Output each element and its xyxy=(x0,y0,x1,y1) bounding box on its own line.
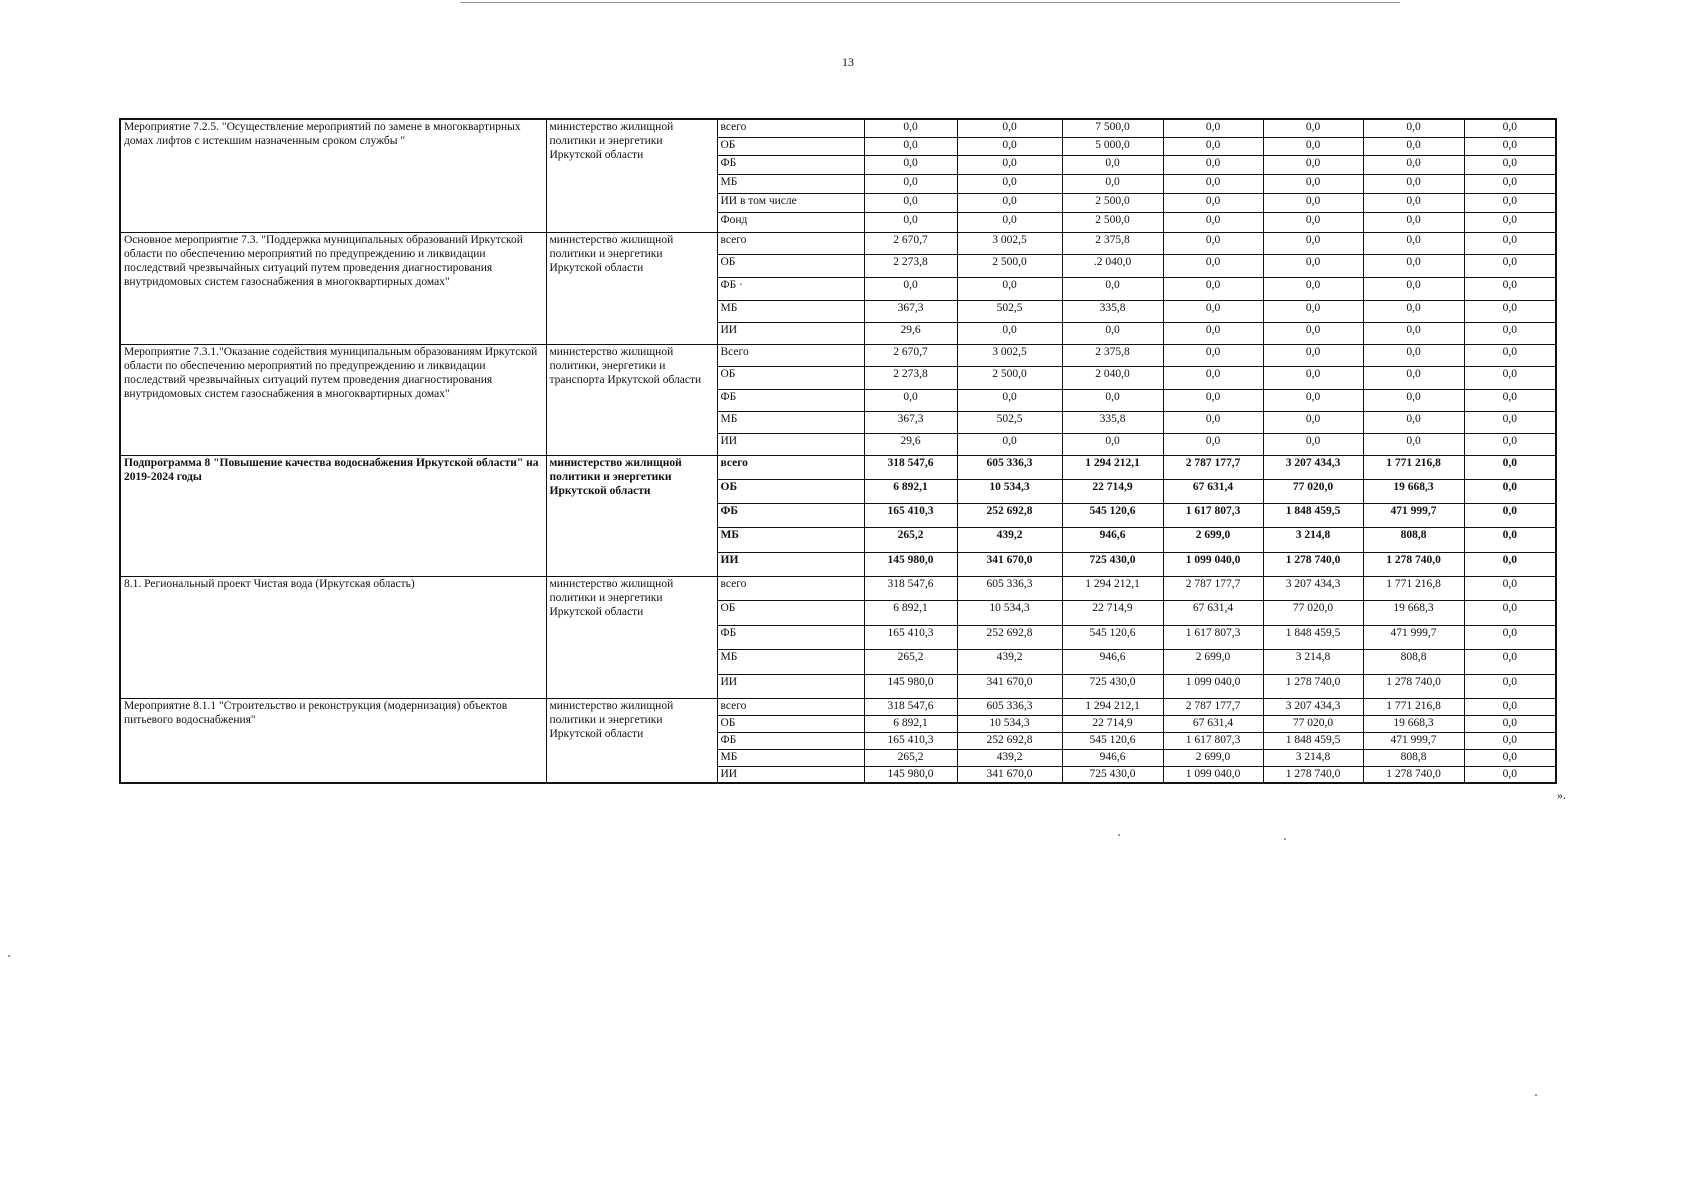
amount-cell: 0,0 xyxy=(1464,715,1556,732)
scan-speck xyxy=(8,955,10,957)
amount-cell: 145 980,0 xyxy=(864,766,957,783)
amount-cell: 0,0 xyxy=(1163,193,1263,212)
activity-name-cell: Подпрограмма 8 "Повышение качества водоснабжения Иркутской области" на 2019-2024 годы xyxy=(120,455,546,576)
amount-cell: 0,0 xyxy=(1464,212,1556,232)
amount-cell: 0,0 xyxy=(1464,411,1556,433)
amount-cell: 341 670,0 xyxy=(957,552,1062,576)
amount-cell: 0,0 xyxy=(1062,174,1163,193)
activity-name-cell: Мероприятие 7.3.1."Оказание содействия муниципальным образованиям Иркутской области по обеспечению мероприятий по предупреждению и ликвидации последствий чрезвычайных ситуаций путем проведения диагностирования внутридомовых систем газоснабжения в многоквартирных домах" xyxy=(120,344,546,455)
amount-cell: 0,0 xyxy=(1464,576,1556,600)
amount-cell: 0,0 xyxy=(1163,174,1263,193)
amount-cell: 22 714,9 xyxy=(1062,715,1163,732)
amount-cell: 10 534,3 xyxy=(957,479,1062,503)
executor-cell: министерство жилищной политики и энергетики Иркутской области xyxy=(546,119,717,232)
amount-cell: 545 120,6 xyxy=(1062,625,1163,649)
amount-cell: 946,6 xyxy=(1062,649,1163,674)
amount-cell: 252 692,8 xyxy=(957,503,1062,527)
amount-cell: 0,0 xyxy=(1363,232,1464,254)
amount-cell: 2 699,0 xyxy=(1163,749,1263,766)
funding-source-cell: Фонд xyxy=(717,212,864,232)
funding-source-cell: ИИ xyxy=(717,433,864,455)
amount-cell: 265,2 xyxy=(864,649,957,674)
amount-cell: 67 631,4 xyxy=(1163,715,1263,732)
amount-cell: 67 631,4 xyxy=(1163,479,1263,503)
amount-cell: 3 207 434,3 xyxy=(1263,698,1363,715)
amount-cell: 0,0 xyxy=(1363,119,1464,137)
amount-cell: 1 294 212,1 xyxy=(1062,455,1163,479)
amount-cell: 0,0 xyxy=(864,277,957,300)
amount-cell: 19 668,3 xyxy=(1363,479,1464,503)
amount-cell: 0,0 xyxy=(957,389,1062,411)
amount-cell: 0,0 xyxy=(1464,625,1556,649)
amount-cell: 0,0 xyxy=(1464,389,1556,411)
amount-cell: 605 336,3 xyxy=(957,455,1062,479)
amount-cell: 252 692,8 xyxy=(957,732,1062,749)
amount-cell: 0,0 xyxy=(1363,193,1464,212)
amount-cell: 0,0 xyxy=(1464,137,1556,155)
amount-cell: 1 099 040,0 xyxy=(1163,674,1263,698)
amount-cell: 439,2 xyxy=(957,649,1062,674)
amount-cell: 0,0 xyxy=(957,322,1062,344)
amount-cell: 0,0 xyxy=(1062,322,1163,344)
amount-cell: 0,0 xyxy=(1263,389,1363,411)
amount-cell: 0,0 xyxy=(864,389,957,411)
funding-source-cell: МБ xyxy=(717,749,864,766)
amount-cell: 29,6 xyxy=(864,433,957,455)
amount-cell: .2 040,0 xyxy=(1062,254,1163,277)
amount-cell: 0,0 xyxy=(1163,366,1263,389)
amount-cell: 471 999,7 xyxy=(1363,625,1464,649)
amount-cell: 0,0 xyxy=(1163,433,1263,455)
funding-source-cell: ОБ xyxy=(717,715,864,732)
funding-source-cell: ИИ в том числе xyxy=(717,193,864,212)
amount-cell: 1 848 459,5 xyxy=(1263,732,1363,749)
funding-source-cell: ФБ xyxy=(717,389,864,411)
amount-cell: 0,0 xyxy=(1263,277,1363,300)
amount-cell: 0,0 xyxy=(1163,137,1263,155)
funding-source-cell: ФБ xyxy=(717,625,864,649)
amount-cell: 1 278 740,0 xyxy=(1363,552,1464,576)
amount-cell: 318 547,6 xyxy=(864,455,957,479)
amount-cell: 0,0 xyxy=(1464,254,1556,277)
amount-cell: 0,0 xyxy=(1163,344,1263,366)
amount-cell: 0,0 xyxy=(1263,212,1363,232)
amount-cell: 1 617 807,3 xyxy=(1163,732,1263,749)
amount-cell: 318 547,6 xyxy=(864,698,957,715)
amount-cell: 605 336,3 xyxy=(957,576,1062,600)
amount-cell: 0,0 xyxy=(1163,300,1263,322)
funding-source-cell: МБ xyxy=(717,649,864,674)
amount-cell: 808,8 xyxy=(1363,527,1464,552)
amount-cell: 0,0 xyxy=(1464,344,1556,366)
amount-cell: 0,0 xyxy=(1363,155,1464,174)
activity-name-cell: Мероприятие 8.1.1 "Строительство и реконструкция (модернизация) объектов питьевого водоснабжения" xyxy=(120,698,546,783)
amount-cell: 2 500,0 xyxy=(1062,193,1163,212)
amount-cell: 10 534,3 xyxy=(957,600,1062,625)
amount-cell: 502,5 xyxy=(957,411,1062,433)
amount-cell: 946,6 xyxy=(1062,749,1163,766)
table-row xyxy=(120,119,1556,137)
funding-table-body xyxy=(120,119,1556,783)
funding-table xyxy=(119,118,1557,784)
funding-source-cell: ОБ xyxy=(717,600,864,625)
amount-cell: 0,0 xyxy=(1464,698,1556,715)
amount-cell: 471 999,7 xyxy=(1363,732,1464,749)
amount-cell: 29,6 xyxy=(864,322,957,344)
amount-cell: 0,0 xyxy=(1062,155,1163,174)
amount-cell: 1 278 740,0 xyxy=(1263,552,1363,576)
funding-source-cell: ФБ · xyxy=(717,277,864,300)
page-number: 13 xyxy=(842,55,854,69)
amount-cell: 0,0 xyxy=(1163,212,1263,232)
table-row xyxy=(120,232,1556,254)
amount-cell: 1 099 040,0 xyxy=(1163,552,1263,576)
amount-cell: 252 692,8 xyxy=(957,625,1062,649)
amount-cell: 2 500,0 xyxy=(957,254,1062,277)
amount-cell: 0,0 xyxy=(1263,137,1363,155)
amount-cell: 0,0 xyxy=(1363,411,1464,433)
funding-source-cell: ОБ xyxy=(717,479,864,503)
amount-cell: 471 999,7 xyxy=(1363,503,1464,527)
amount-cell: 0,0 xyxy=(1464,119,1556,137)
amount-cell: 145 980,0 xyxy=(864,674,957,698)
amount-cell: 0,0 xyxy=(1363,322,1464,344)
amount-cell: 2 273,8 xyxy=(864,254,957,277)
funding-source-cell: всего xyxy=(717,455,864,479)
funding-source-cell: ФБ xyxy=(717,503,864,527)
amount-cell: 0,0 xyxy=(864,174,957,193)
amount-cell: 367,3 xyxy=(864,300,957,322)
funding-source-cell: ОБ xyxy=(717,366,864,389)
amount-cell: 0,0 xyxy=(1464,649,1556,674)
amount-cell: 1 294 212,1 xyxy=(1062,698,1163,715)
table-row xyxy=(120,576,1556,600)
executor-cell: министерство жилищной политики, энергетики и транспорта Иркутской области xyxy=(546,344,717,455)
amount-cell: 0,0 xyxy=(957,212,1062,232)
amount-cell: 0,0 xyxy=(1263,174,1363,193)
amount-cell: 0,0 xyxy=(1263,322,1363,344)
amount-cell: 335,8 xyxy=(1062,411,1163,433)
funding-source-cell: ФБ xyxy=(717,732,864,749)
amount-cell: 0,0 xyxy=(1263,411,1363,433)
amount-cell: 3 207 434,3 xyxy=(1263,576,1363,600)
amount-cell: 0,0 xyxy=(1263,344,1363,366)
amount-cell: 1 278 740,0 xyxy=(1363,766,1464,783)
amount-cell: 1 617 807,3 xyxy=(1163,503,1263,527)
amount-cell: 165 410,3 xyxy=(864,503,957,527)
amount-cell: 67 631,4 xyxy=(1163,600,1263,625)
amount-cell: 1 617 807,3 xyxy=(1163,625,1263,649)
amount-cell: 1 278 740,0 xyxy=(1363,674,1464,698)
amount-cell: 0,0 xyxy=(1464,455,1556,479)
amount-cell: 946,6 xyxy=(1062,527,1163,552)
amount-cell: 725 430,0 xyxy=(1062,766,1163,783)
amount-cell: 0,0 xyxy=(1464,749,1556,766)
funding-source-cell: всего xyxy=(717,576,864,600)
amount-cell: 0,0 xyxy=(1363,212,1464,232)
amount-cell: 0,0 xyxy=(957,277,1062,300)
amount-cell: 0,0 xyxy=(1464,479,1556,503)
activity-name-cell: Мероприятие 7.2.5. "Осуществление мероприятий по замене в многоквартирных домах лифтов с истекшим назначенным сроком службы " xyxy=(120,119,546,232)
amount-cell: 0,0 xyxy=(1363,300,1464,322)
table-row xyxy=(120,455,1556,479)
funding-source-cell: МБ xyxy=(717,174,864,193)
amount-cell: 0,0 xyxy=(1363,174,1464,193)
funding-source-cell: всего xyxy=(717,119,864,137)
amount-cell: 0,0 xyxy=(1363,433,1464,455)
amount-cell: 0,0 xyxy=(1263,193,1363,212)
amount-cell: 0,0 xyxy=(957,155,1062,174)
funding-source-cell: Всего xyxy=(717,344,864,366)
amount-cell: 0,0 xyxy=(957,137,1062,155)
amount-cell: 1 099 040,0 xyxy=(1163,766,1263,783)
amount-cell: 6 892,1 xyxy=(864,479,957,503)
amount-cell: 0,0 xyxy=(1363,366,1464,389)
amount-cell: 3 214,8 xyxy=(1263,527,1363,552)
funding-source-cell: ИИ xyxy=(717,552,864,576)
amount-cell: 7 500,0 xyxy=(1062,119,1163,137)
amount-cell: 605 336,3 xyxy=(957,698,1062,715)
amount-cell: 0,0 xyxy=(1263,232,1363,254)
amount-cell: 5 000,0 xyxy=(1062,137,1163,155)
funding-source-cell: всего xyxy=(717,232,864,254)
amount-cell: 0,0 xyxy=(1363,389,1464,411)
amount-cell: 1 278 740,0 xyxy=(1263,674,1363,698)
amount-cell: 439,2 xyxy=(957,527,1062,552)
amount-cell: 165 410,3 xyxy=(864,625,957,649)
funding-source-cell: МБ xyxy=(717,411,864,433)
activity-name-cell: Основное мероприятие 7.3. "Поддержка муниципальных образований Иркутской области по обеспечению мероприятий по предупреждению и ликвидации последствий чрезвычайных ситуаций путем проведения диагностирования внутридомовых систем газоснабжения в многоквартирных домах" xyxy=(120,232,546,344)
amount-cell: 0,0 xyxy=(864,193,957,212)
amount-cell: 3 214,8 xyxy=(1263,749,1363,766)
amount-cell: 0,0 xyxy=(1464,155,1556,174)
amount-cell: 0,0 xyxy=(1464,527,1556,552)
amount-cell: 1 848 459,5 xyxy=(1263,625,1363,649)
amount-cell: 6 892,1 xyxy=(864,715,957,732)
amount-cell: 2 375,8 xyxy=(1062,232,1163,254)
amount-cell: 265,2 xyxy=(864,527,957,552)
amount-cell: 439,2 xyxy=(957,749,1062,766)
amount-cell: 2 787 177,7 xyxy=(1163,455,1263,479)
amount-cell: 1 771 216,8 xyxy=(1363,698,1464,715)
amount-cell: 22 714,9 xyxy=(1062,600,1163,625)
amount-cell: 265,2 xyxy=(864,749,957,766)
funding-source-cell: ОБ xyxy=(717,254,864,277)
amount-cell: 0,0 xyxy=(864,212,957,232)
amount-cell: 367,3 xyxy=(864,411,957,433)
amount-cell: 0,0 xyxy=(1363,344,1464,366)
amount-cell: 19 668,3 xyxy=(1363,600,1464,625)
funding-source-cell: МБ xyxy=(717,300,864,322)
amount-cell: 0,0 xyxy=(1163,277,1263,300)
amount-cell: 0,0 xyxy=(957,433,1062,455)
amount-cell: 165 410,3 xyxy=(864,732,957,749)
amount-cell: 0,0 xyxy=(1163,322,1263,344)
amount-cell: 341 670,0 xyxy=(957,674,1062,698)
funding-source-cell: всего xyxy=(717,698,864,715)
amount-cell: 2 375,8 xyxy=(1062,344,1163,366)
amount-cell: 2 699,0 xyxy=(1163,527,1263,552)
amount-cell: 0,0 xyxy=(864,155,957,174)
amount-cell: 808,8 xyxy=(1363,749,1464,766)
amount-cell: 0,0 xyxy=(1464,503,1556,527)
amount-cell: 0,0 xyxy=(1163,232,1263,254)
amount-cell: 0,0 xyxy=(957,193,1062,212)
amount-cell: 1 848 459,5 xyxy=(1263,503,1363,527)
amount-cell: 10 534,3 xyxy=(957,715,1062,732)
amount-cell: 0,0 xyxy=(1163,411,1263,433)
amount-cell: 335,8 xyxy=(1062,300,1163,322)
amount-cell: 22 714,9 xyxy=(1062,479,1163,503)
funding-source-cell: ИИ xyxy=(717,674,864,698)
executor-cell: министерство жилищной политики и энергетики Иркутской области xyxy=(546,232,717,344)
amount-cell: 725 430,0 xyxy=(1062,552,1163,576)
amount-cell: 2 787 177,7 xyxy=(1163,698,1263,715)
executor-cell: министерство жилищной политики и энергетики Иркутской области xyxy=(546,576,717,698)
amount-cell: 0,0 xyxy=(1263,366,1363,389)
amount-cell: 2 670,7 xyxy=(864,232,957,254)
amount-cell: 3 214,8 xyxy=(1263,649,1363,674)
amount-cell: 0,0 xyxy=(1062,389,1163,411)
table-row xyxy=(120,344,1556,366)
amount-cell: 0,0 xyxy=(864,137,957,155)
amount-cell: 2 500,0 xyxy=(957,366,1062,389)
amount-cell: 0,0 xyxy=(1263,254,1363,277)
amount-cell: 0,0 xyxy=(1464,277,1556,300)
amount-cell: 2 500,0 xyxy=(1062,212,1163,232)
scan-speck xyxy=(1284,838,1286,840)
amount-cell: 0,0 xyxy=(864,119,957,137)
amount-cell: 502,5 xyxy=(957,300,1062,322)
amount-cell: 0,0 xyxy=(1363,254,1464,277)
amount-cell: 0,0 xyxy=(1464,552,1556,576)
amount-cell: 0,0 xyxy=(1464,732,1556,749)
funding-source-cell: ФБ xyxy=(717,155,864,174)
funding-source-cell: ОБ xyxy=(717,137,864,155)
amount-cell: 0,0 xyxy=(1464,600,1556,625)
amount-cell: 1 771 216,8 xyxy=(1363,455,1464,479)
amount-cell: 341 670,0 xyxy=(957,766,1062,783)
amount-cell: 2 699,0 xyxy=(1163,649,1263,674)
amount-cell: 0,0 xyxy=(1263,433,1363,455)
amount-cell: 2 040,0 xyxy=(1062,366,1163,389)
amount-cell: 0,0 xyxy=(1062,277,1163,300)
amount-cell: 545 120,6 xyxy=(1062,732,1163,749)
scan-top-rule xyxy=(460,2,1400,3)
amount-cell: 145 980,0 xyxy=(864,552,957,576)
amount-cell: 77 020,0 xyxy=(1263,600,1363,625)
amount-cell: 2 670,7 xyxy=(864,344,957,366)
amount-cell: 0,0 xyxy=(1464,174,1556,193)
amount-cell: 0,0 xyxy=(1464,433,1556,455)
amount-cell: 19 668,3 xyxy=(1363,715,1464,732)
amount-cell: 0,0 xyxy=(1464,232,1556,254)
amount-cell: 0,0 xyxy=(1464,766,1556,783)
funding-source-cell: ИИ xyxy=(717,322,864,344)
funding-source-cell: ИИ xyxy=(717,766,864,783)
amount-cell: 6 892,1 xyxy=(864,600,957,625)
amount-cell: 77 020,0 xyxy=(1263,479,1363,503)
amount-cell: 0,0 xyxy=(1163,155,1263,174)
amount-cell: 1 771 216,8 xyxy=(1363,576,1464,600)
amount-cell: 0,0 xyxy=(1464,366,1556,389)
amount-cell: 0,0 xyxy=(957,119,1062,137)
amount-cell: 0,0 xyxy=(1062,433,1163,455)
amount-cell: 0,0 xyxy=(1163,119,1263,137)
amount-cell: 0,0 xyxy=(1263,155,1363,174)
scan-speck xyxy=(1535,1094,1537,1096)
amount-cell: 0,0 xyxy=(1263,119,1363,137)
amount-cell: 0,0 xyxy=(1363,137,1464,155)
amount-cell: 0,0 xyxy=(1163,389,1263,411)
amount-cell: 3 207 434,3 xyxy=(1263,455,1363,479)
amount-cell: 1 294 212,1 xyxy=(1062,576,1163,600)
funding-source-cell: МБ xyxy=(717,527,864,552)
amount-cell: 725 430,0 xyxy=(1062,674,1163,698)
amount-cell: 0,0 xyxy=(1464,300,1556,322)
amount-cell: 0,0 xyxy=(1163,254,1263,277)
activity-name-cell: 8.1. Региональный проект Чистая вода (Иркутская область) xyxy=(120,576,546,698)
amount-cell: 0,0 xyxy=(957,174,1062,193)
amount-cell: 1 278 740,0 xyxy=(1263,766,1363,783)
amount-cell: 2 787 177,7 xyxy=(1163,576,1263,600)
amount-cell: 3 002,5 xyxy=(957,232,1062,254)
amount-cell: 0,0 xyxy=(1363,277,1464,300)
closing-quote-mark: ». xyxy=(1557,788,1566,802)
amount-cell: 77 020,0 xyxy=(1263,715,1363,732)
executor-cell: министерство жилищной политики и энергетики Иркутской области xyxy=(546,698,717,783)
executor-cell: министерство жилищной политики и энергетики Иркутской области xyxy=(546,455,717,576)
amount-cell: 2 273,8 xyxy=(864,366,957,389)
scan-speck xyxy=(1118,834,1120,836)
amount-cell: 0,0 xyxy=(1464,193,1556,212)
amount-cell: 545 120,6 xyxy=(1062,503,1163,527)
amount-cell: 0,0 xyxy=(1464,674,1556,698)
amount-cell: 318 547,6 xyxy=(864,576,957,600)
amount-cell: 808,8 xyxy=(1363,649,1464,674)
amount-cell: 3 002,5 xyxy=(957,344,1062,366)
table-row xyxy=(120,698,1556,715)
amount-cell: 0,0 xyxy=(1464,322,1556,344)
amount-cell: 0,0 xyxy=(1263,300,1363,322)
